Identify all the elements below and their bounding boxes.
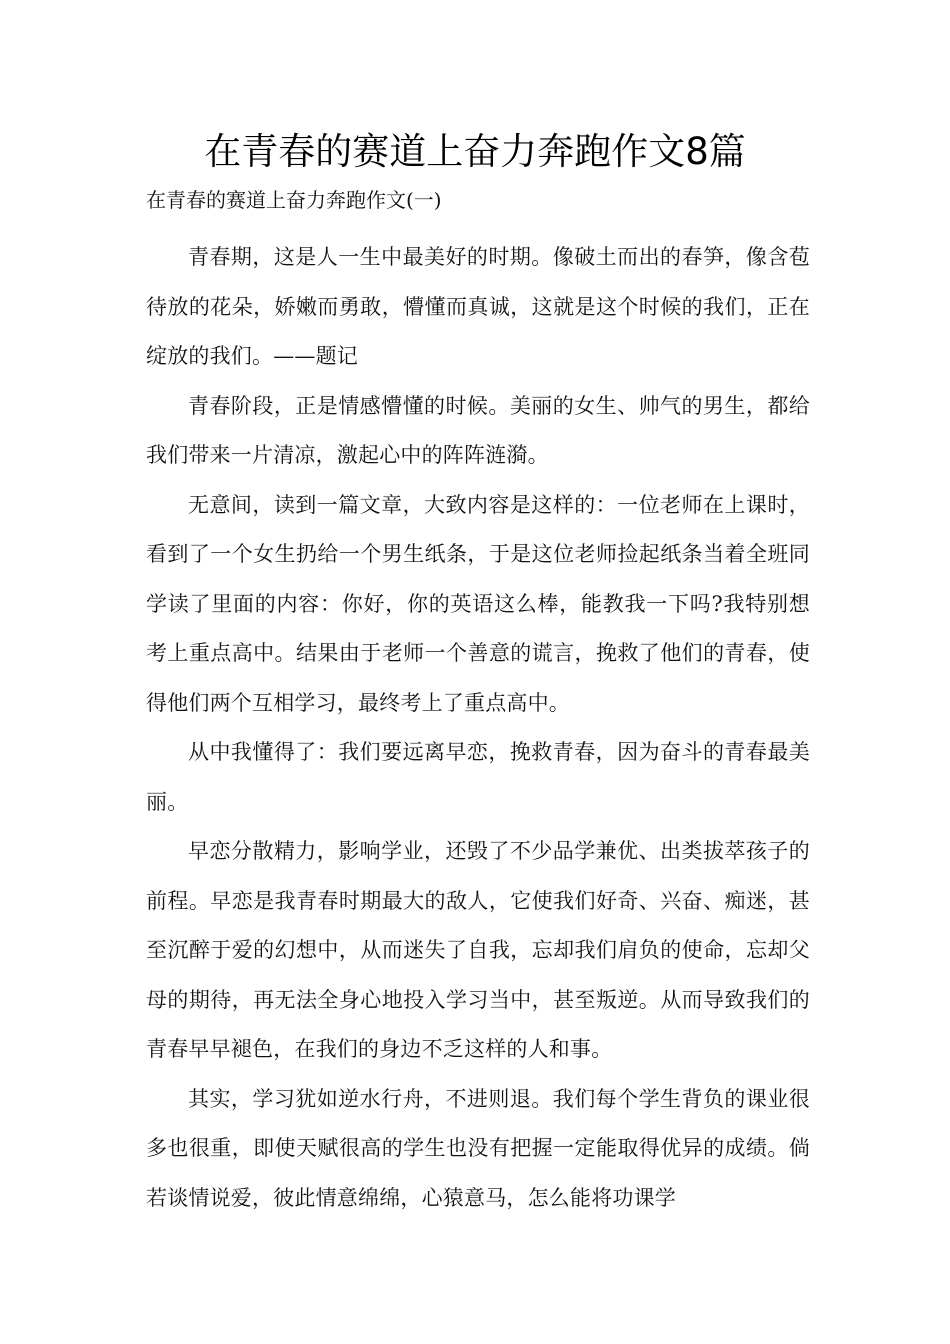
paragraph-lesson: 从中我懂得了：我们要远离早恋，挽救青春，因为奋斗的青春最美丽。 — [146, 740, 810, 814]
section-heading: 在青春的赛道上奋力奔跑作文(一) — [146, 188, 442, 212]
paragraph-early-love: 早恋分散精力，影响学业，还毁了不少品学兼优、出类拔萃孩子的前程。早恋是我青春时期最大的敌人，它使我们好奇、兴奋、痴迷，甚至沉醉于爱的幻想中，从而迷失了自我，忘却我们肩负的使命，忘却父母的期待，再无法全身心地投入学习当中，甚至叛逆。从而导致我们的青春早早褪色，在我们的身边不乏这样的人和事。 — [146, 839, 810, 1061]
document-title: 在青春的赛道上奋力奔跑作文8篇 — [204, 130, 746, 173]
paragraph-story: 无意间，读到一篇文章，大致内容是这样的：一位老师在上课时，看到了一个女生扔给一个男生纸条，于是这位老师捡起纸条当着全班同学读了里面的内容：你好，你的英语这么棒，能教我一下吗?我特别想考上重点高中。结果由于老师一个善意的谎言，挽救了他们的青春，使得他们两个互相学习，最终考上了重点高中。 — [146, 492, 810, 715]
paragraph-intro: 青春期，这是人一生中最美好的时期。像破土而出的春笋，像含苞待放的花朵，娇嫩而勇敢，懵懂而真诚，这就是这个时候的我们，正在绽放的我们。——题记 — [146, 245, 810, 368]
paragraph-study: 其实，学习犹如逆水行舟，不进则退。我们每个学生背负的课业很多也很重，即使天赋很高的学生也没有把握一定能取得优异的成绩。倘若谈情说爱，彼此情意绵绵，心猿意马，怎么能将功课学 — [146, 1086, 810, 1210]
paragraph-feelings: 青春阶段，正是情感懵懂的时候。美丽的女生、帅气的男生，都给我们带来一片清凉，激起心中的阵阵涟漪。 — [146, 393, 810, 467]
article-body — [146, 233, 810, 1223]
